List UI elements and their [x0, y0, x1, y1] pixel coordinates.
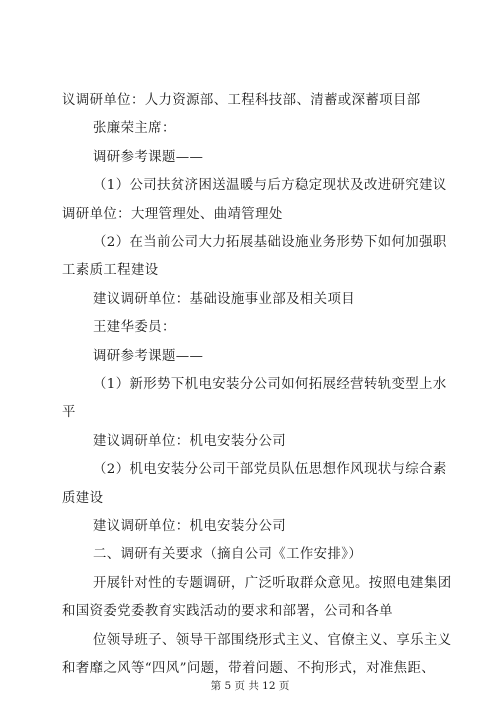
text-line: 工素质工程建设: [62, 263, 159, 279]
page-footer: 第 5 页 共 12 页: [210, 680, 290, 692]
text-line: 调研参考课题——: [93, 149, 204, 165]
text-line: （2）在当前公司大力拓展基础设施业务形势下如何加强职: [93, 235, 447, 250]
text-line: 建议调研单位：机电安装分公司: [93, 519, 287, 534]
text-line: 位领导班子、领导干部围绕形式主义、官僚主义、享乐主义: [93, 632, 452, 648]
text-line: 张廉荣主席：: [93, 121, 176, 137]
text-line: 调研参考课题——: [93, 348, 204, 364]
text-line: （2）机电安装分公司干部党员队伍思想作风现状与综合素: [93, 462, 447, 478]
text-line: 平: [62, 405, 76, 421]
text-line: 建议调研单位：机电安装分公司: [93, 433, 287, 449]
text-line: 王建华委员：: [93, 320, 176, 336]
text-line: 建议调研单位：基础设施事业部及相关项目: [93, 291, 356, 307]
text-line: 开展针对性的专题调研，广泛听取群众意见。按照电建集团: [93, 575, 452, 591]
text-line: 议调研单位：人力资源部、工程科技部、清蓄或深蓄项目部: [62, 93, 421, 108]
text-line: 质建设: [62, 490, 104, 506]
text-line: 调研单位：大理管理处、曲靖管理处: [62, 206, 283, 222]
text-line: 和国资委党委教育实践活动的要求和部署，公司和各单: [62, 604, 393, 620]
text-line: 和奢靡之风等“四风”问题，带着问题、不拘形式，对准焦距、: [62, 661, 436, 676]
text-line: （1）新形势下机电安装分公司如何拓展经营转轨变型上水: [93, 377, 447, 392]
section-heading: 二、调研有关要求（摘自公司《工作安排》）: [93, 547, 363, 563]
text-line: （1）公司扶贫济困送温暖与后方稳定现状及改进研究建议: [93, 178, 447, 194]
